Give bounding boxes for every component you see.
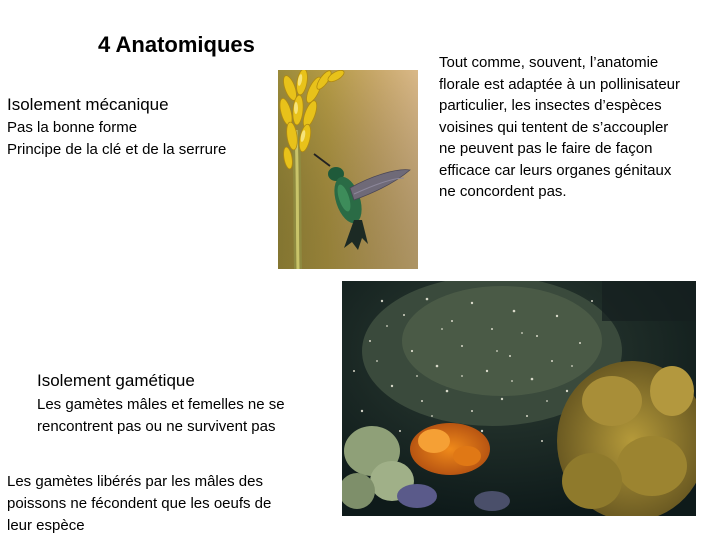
mechanical-line: Principe de la clé et de la serrure [7,141,227,158]
note-line: Tout comme, souvent, l’anatomie [439,54,659,71]
gametic-line: rencontrent pas ou ne survivent pas [37,418,276,435]
gametic-line: Les gamètes mâles et femelles ne se [37,396,285,413]
note-line: ne concordent pas. [439,183,567,200]
hummingbird-photo [278,70,418,269]
gametic-isolation-heading: Isolement gamétique [37,371,195,390]
coral-spawning-photo [342,281,696,516]
note-line: efficace car leurs organes génitaux [439,161,672,179]
note-line: particulier, les insectes d’espèces [439,97,662,114]
floral-anatomy-note [439,52,714,203]
note-line: voisines qui tentent de s’accoupler [439,118,669,136]
fish-gamete-note-line: leur espèce [7,517,85,534]
mechanical-line: Pas la bonne forme [7,119,138,136]
mechanical-isolation-heading: Isolement mécanique [7,95,169,114]
note-line: ne peuvent pas le faire de façon [439,140,653,157]
note-line: florale est adaptée à un pollinisateur [439,75,680,93]
fish-gamete-note-line: poissons ne fécondent que les oeufs de [7,495,272,512]
slide-title: 4 Anatomiques [98,32,255,57]
fish-gamete-note-line: Les gamètes libérés par les mâles des [7,473,263,490]
